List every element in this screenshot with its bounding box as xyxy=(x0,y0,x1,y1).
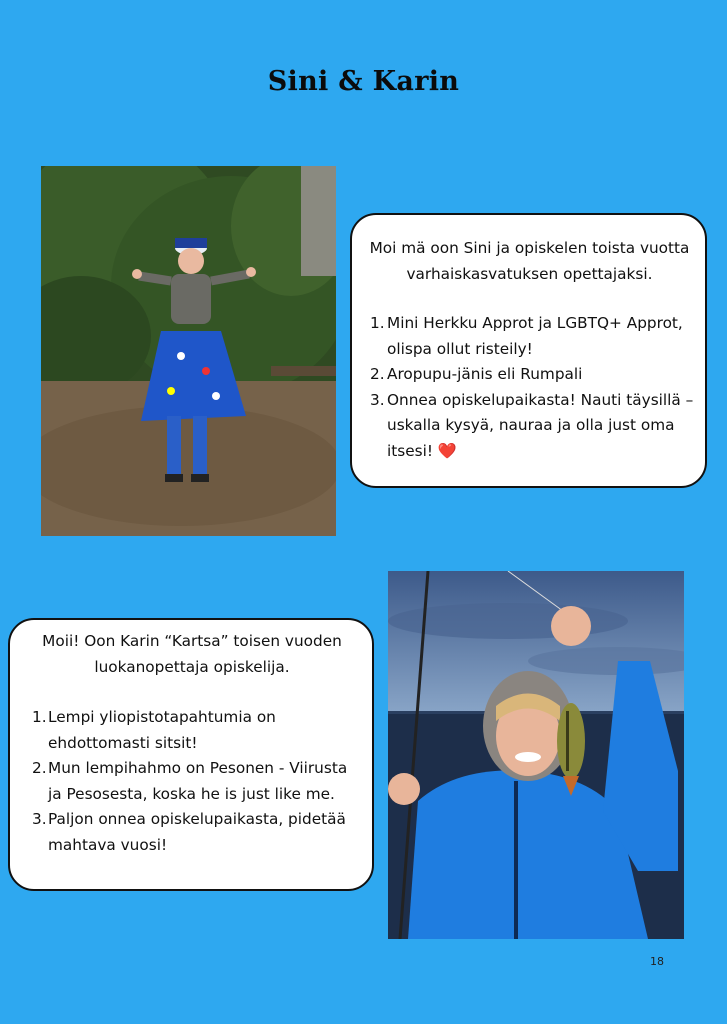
karin-photo xyxy=(388,571,684,939)
sini-text-bubble xyxy=(350,213,707,488)
karin-answers-list xyxy=(22,705,362,858)
page-title: Sini & Karin xyxy=(267,66,460,97)
karin-text-bubble xyxy=(8,618,374,891)
list-item: 3. Paljon onnea opiskelupaikasta, pidetää mahtava vuosi! xyxy=(32,810,346,854)
page-number: 18 xyxy=(650,955,664,968)
list-item: 1. Lempi yliopistotapahtumia on ehdottomasti sitsit! xyxy=(32,708,276,752)
sini-answers-list xyxy=(362,311,697,464)
heart-icon: ❤️ xyxy=(437,441,457,460)
sini-intro: Moi mä oon Sini ja opiskelen toista vuotta varhaiskasvatuksen opettajaksi. xyxy=(369,239,690,283)
list-item: 2. Aropupu-jänis eli Rumpali xyxy=(370,365,583,383)
list-item: 2. Mun lempihahmo on Pesonen - Viirusta ja Pesosesta, koska he is just like me. xyxy=(32,759,348,803)
sini-photo xyxy=(41,166,336,536)
list-item: 1. Mini Herkku Approt ja LGBTQ+ Approt, olispa ollut risteily! xyxy=(370,314,683,358)
list-item: 3. Onnea opiskelupaikasta! Nauti täysillä – uskalla kysyä, nauraa ja olla just oma itsesi! ❤️ xyxy=(370,390,694,460)
karin-intro: Moii! Oon Karin “Kartsa” toisen vuoden luokanopettaja opiskelija. xyxy=(42,632,342,676)
